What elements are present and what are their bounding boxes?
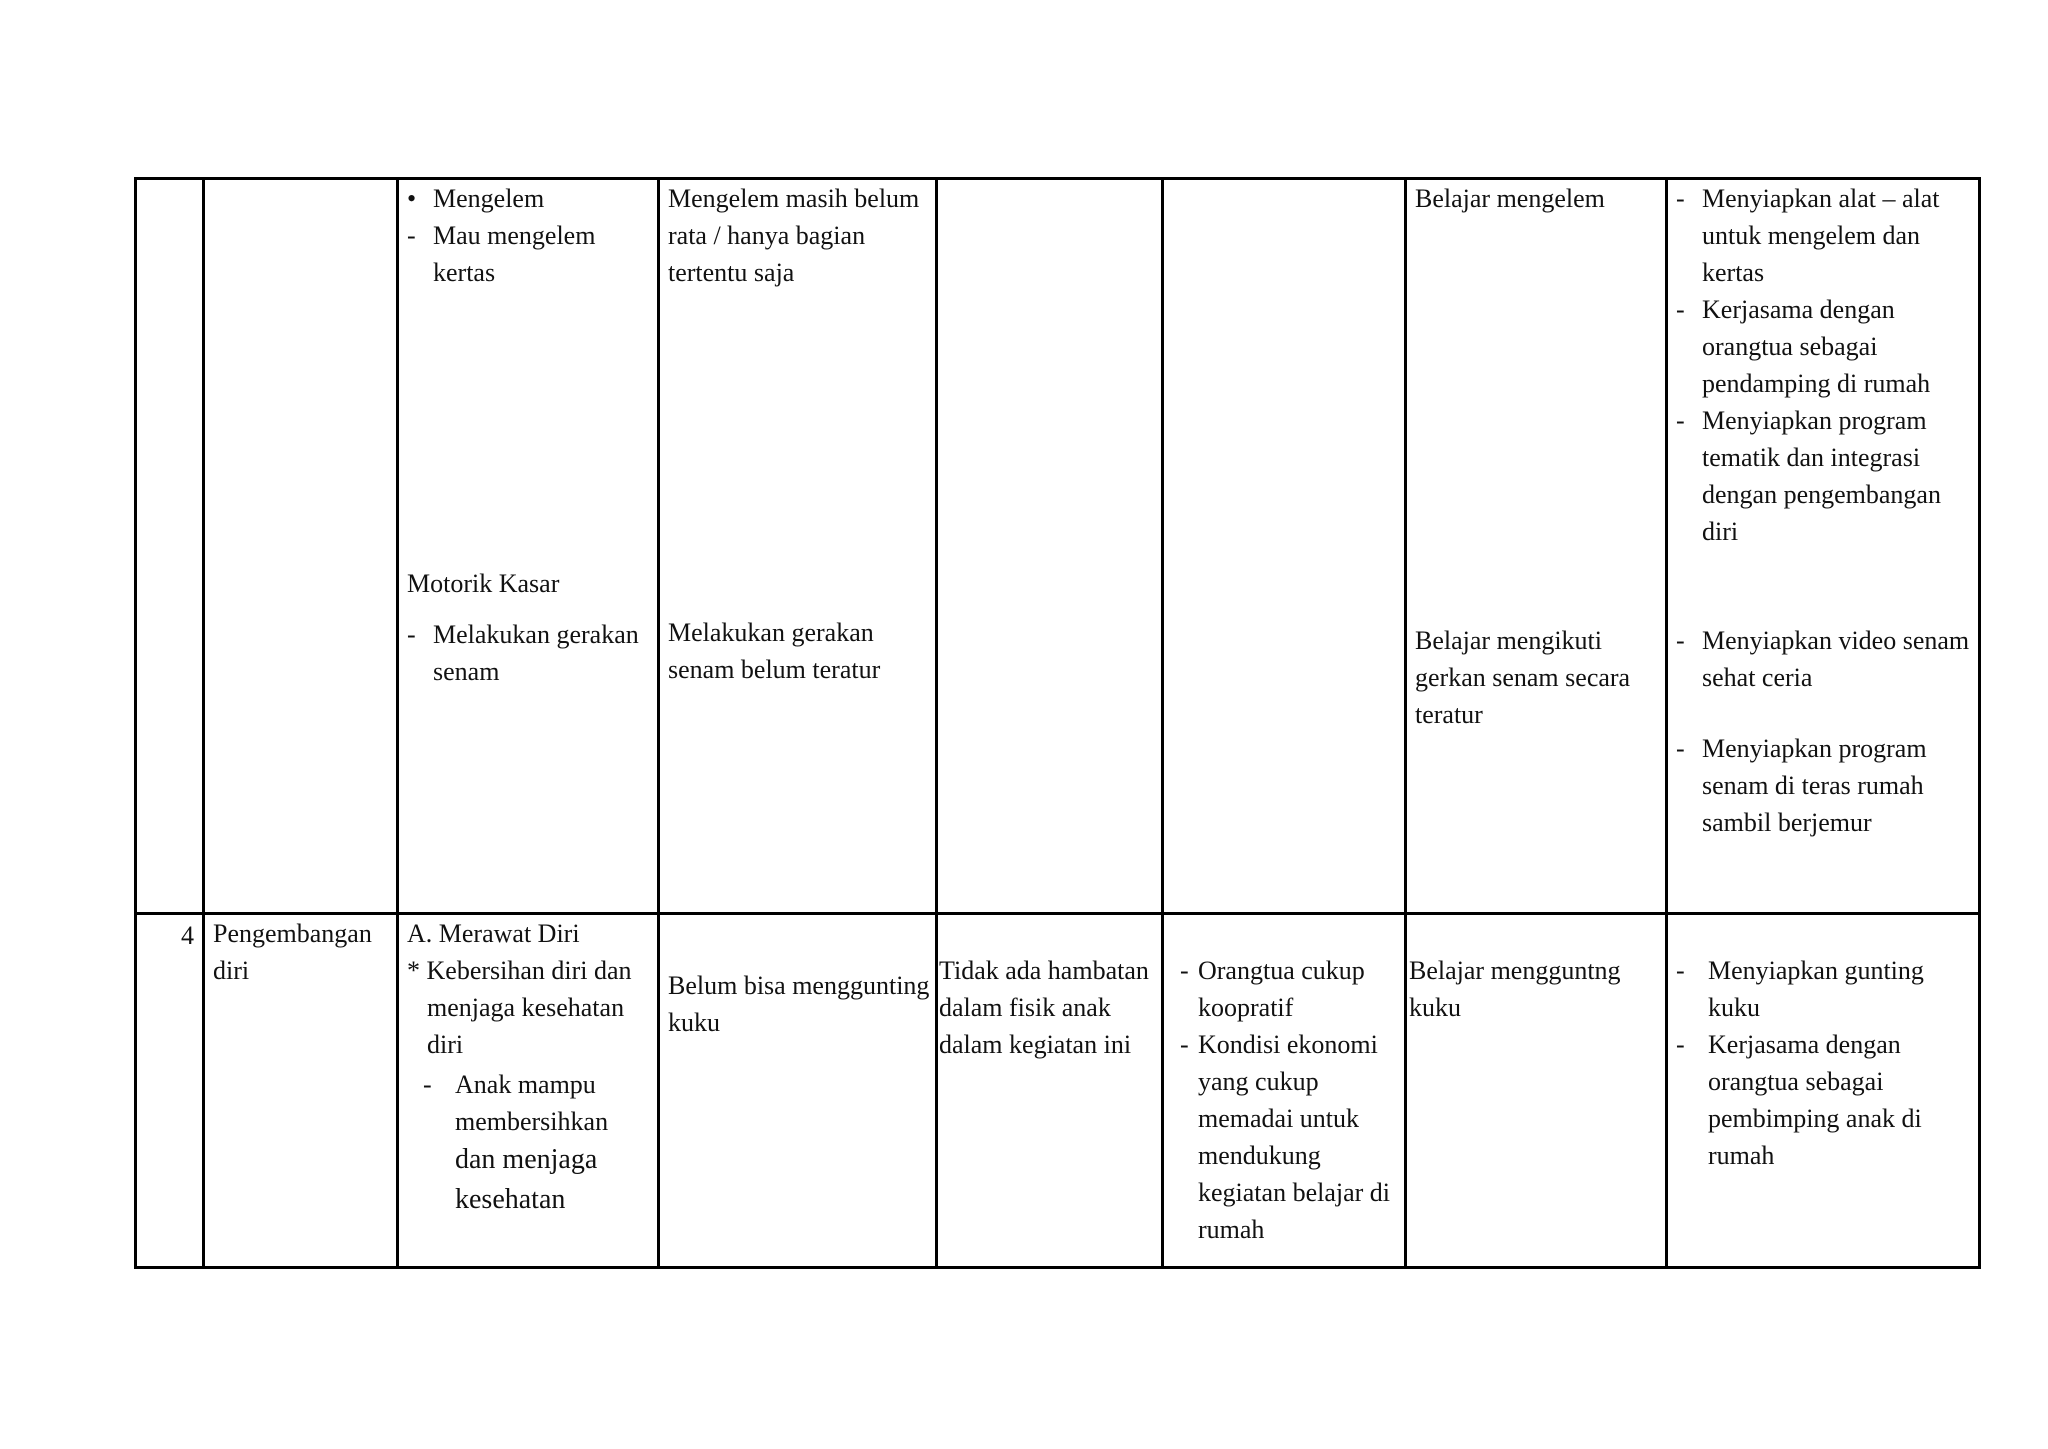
- tujuan-text: Belajar mengikuti gerkan senam secara teratur: [1415, 626, 1631, 729]
- rencana-item-text: Menyiapkan program tematik dan integrasi dengan pengembangan diri: [1702, 406, 1941, 546]
- cell-aspek: [398, 179, 659, 914]
- assessment-table: [134, 177, 1981, 1269]
- list-item: [1676, 1026, 1974, 1174]
- cell-hambatan: [937, 179, 1163, 914]
- rencana-item-text: Kerjasama dengan orangtua sebagai pembimping anak di rumah: [1708, 1030, 1922, 1170]
- pendukung-item-text: Orangtua cukup koopratif: [1198, 956, 1365, 1022]
- aspek-block-2: [407, 565, 653, 690]
- cell-tujuan: [1406, 179, 1667, 914]
- rencana-item-text: Menyiapkan program senam di teras rumah sambil berjemur: [1702, 734, 1927, 837]
- list-item: [407, 217, 653, 291]
- tujuan-text: Belajar mengelem: [1415, 184, 1605, 213]
- rencana-item-text: Menyiapkan alat – alat untuk mengelem dan kertas: [1702, 184, 1940, 287]
- list-item: [1676, 291, 1974, 402]
- cell-rencana: [1667, 179, 1980, 914]
- tujuan-text: Belajar mengguntng kuku: [1409, 956, 1621, 1022]
- cell-kondisi: [659, 179, 937, 914]
- aspek-heading: Motorik Kasar: [407, 569, 560, 598]
- dash-marker: -: [407, 620, 416, 649]
- aspek-block-1: [407, 180, 653, 291]
- list-item: [1180, 952, 1400, 1026]
- rencana-item-text: Menyiapkan gunting kuku: [1708, 956, 1924, 1022]
- dash-marker: -: [1676, 626, 1685, 655]
- dash-marker: -: [1676, 1030, 1685, 1059]
- list-item: [407, 616, 653, 690]
- list-item-continuation: [407, 1140, 653, 1220]
- cell-bidang: [204, 914, 398, 1268]
- dash-marker: -: [1180, 956, 1189, 985]
- list-item: [1676, 730, 1974, 841]
- list-item: [1676, 622, 1974, 696]
- kondisi-text: Melakukan gerakan senam belum teratur: [668, 618, 881, 684]
- list-item: [407, 180, 653, 217]
- hambatan-text: Tidak ada hambatan dalam fisik anak dalam kegiatan ini: [939, 956, 1149, 1059]
- pendukung-item-text: Kondisi ekonomi yang cukup memadai untuk mendukung kegiatan belajar di rumah: [1198, 1030, 1391, 1244]
- cell-aspek: [398, 914, 659, 1268]
- dash-marker: -: [1676, 295, 1685, 324]
- dash-marker: -: [1676, 734, 1685, 763]
- cell-hambatan: [937, 914, 1163, 1268]
- aspek-heading: A. Merawat Diri: [407, 919, 580, 948]
- cell-no: [136, 914, 204, 1268]
- aspek-item-text: Mengelem: [433, 184, 545, 213]
- cell-bidang: [204, 179, 398, 914]
- dash-marker: -: [423, 1070, 432, 1099]
- bullet-marker: •: [407, 184, 417, 213]
- kondisi-text: Belum bisa menggunting kuku: [668, 971, 930, 1037]
- aspek-item-text: Anak mampu membersihkan: [455, 1070, 609, 1136]
- dash-marker: -: [1180, 1030, 1189, 1059]
- aspek-subitem-text: Mau mengelem kertas: [433, 221, 596, 287]
- rencana-list: [1676, 952, 1974, 1174]
- list-item: [1676, 180, 1974, 291]
- rencana-block-2: [1676, 622, 1974, 841]
- pendukung-list: [1180, 952, 1400, 1248]
- cell-no: [136, 179, 204, 914]
- aspek-item-text: Melakukan gerakan senam: [433, 620, 639, 686]
- table-row: [136, 179, 1980, 914]
- dash-marker: -: [1676, 956, 1685, 985]
- aspek-block: [407, 915, 653, 1220]
- rencana-item-text: Kerjasama dengan orangtua sebagai pendamping di rumah: [1702, 295, 1931, 398]
- list-item: [1676, 952, 1974, 1026]
- kondisi-text: Mengelem masih belum rata / hanya bagian tertentu saja: [668, 184, 920, 287]
- rencana-item-text: Menyiapkan video senam sehat ceria: [1702, 626, 1970, 692]
- list-item: [1676, 402, 1974, 550]
- aspek-subheading: * Kebersihan diri dan menjaga kesehatan diri: [407, 956, 632, 1059]
- bidang-text: Pengembangan diri: [213, 919, 372, 985]
- dash-marker: -: [407, 221, 416, 250]
- row-number: 4: [181, 921, 194, 950]
- list-item: [1180, 1026, 1400, 1248]
- cell-kondisi: [659, 914, 937, 1268]
- aspek-item-text: dan menjaga kesehatan: [455, 1144, 598, 1215]
- dash-marker: -: [1676, 184, 1685, 213]
- cell-pendukung: [1163, 914, 1406, 1268]
- list-item: [407, 1066, 653, 1140]
- cell-rencana: [1667, 914, 1980, 1268]
- rencana-block-1: [1676, 180, 1974, 550]
- dash-marker: -: [1676, 406, 1685, 435]
- cell-pendukung: [1163, 179, 1406, 914]
- table-row: [136, 914, 1980, 1268]
- cell-tujuan: [1406, 914, 1667, 1268]
